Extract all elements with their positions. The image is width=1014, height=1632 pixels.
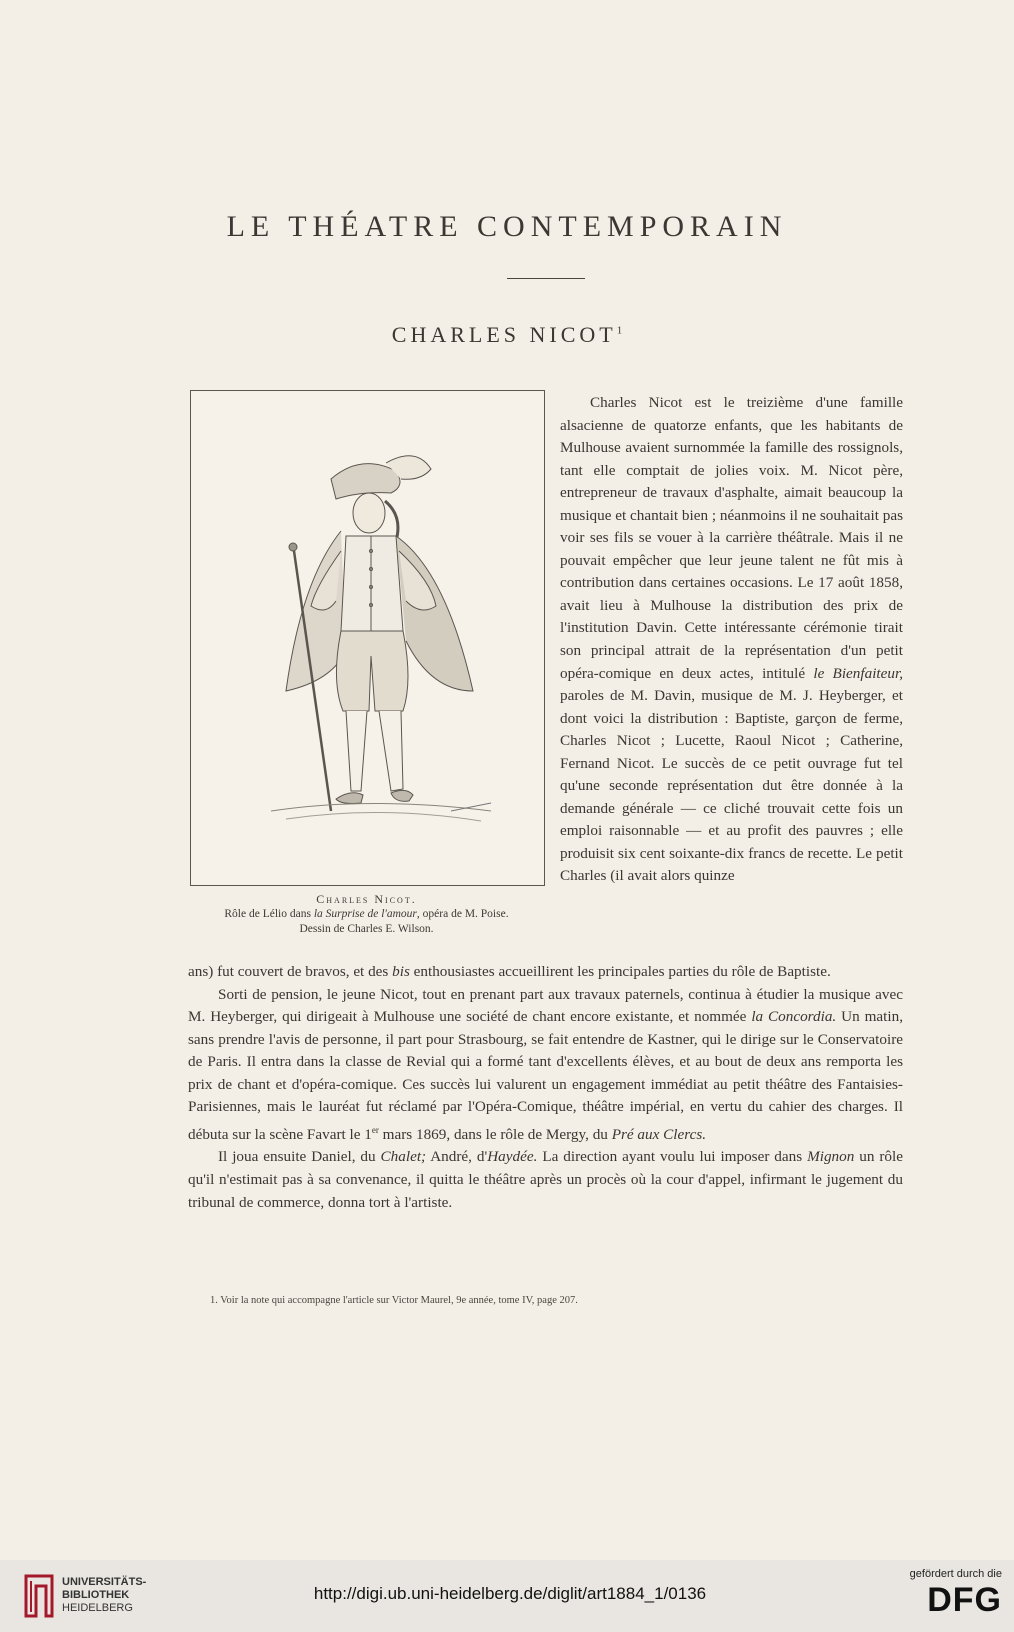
paragraph-1-title: le Bienfaiteur, <box>813 664 903 682</box>
caption-role-prefix: Rôle de Lélio dans <box>224 908 314 920</box>
library-name[interactable] <box>62 1576 146 1615</box>
funder-block[interactable] <box>910 1568 1002 1618</box>
funded-by-label: gefördert durch die <box>909 1568 1002 1580</box>
subtitle-footnote-mark: 1 <box>616 324 623 337</box>
paragraph-2-sup: er <box>371 1124 379 1135</box>
paragraph-1-bis: bis <box>392 963 410 980</box>
paragraph-1-part-a: Charles Nicot est le treizième d'une famille alsacienne de quatorze enfants, que les habitants de Mulhouse avaient surnommée la famille des rossignols, tant elle comptait de jolies voix. M. Nicot père, entrepreneur de travaux d'asphalte, aimait beaucoup la musique et chantait bien ; néanmoins il ne souhaitait pas voir ses fils se vouer à la carrière théâtrale. Mais il ne pouvait empêcher que leur jeune talent ne fût mis à contribution dans certaines occasions. Le 17 août 1858, avait lieu à Mulhouse la distribution des prix de l'institution Davin. Cette intéressante cérémonie tirait son principal attrait de la représentation d'un petit opéra-comique en deux actes, intitulé <box>560 394 903 682</box>
paragraph-1 <box>560 392 903 888</box>
engraving-of-costumed-singer-icon <box>191 391 544 885</box>
paragraph-2-part-b: Un matin, sans prendre l'avis de personne, il part pour Strasbourg, se fait entendre de Kastner, qui le dirige sur le Conservatoire de Paris. Il entra dans la classe de Revial qui a formé tant d'excellents élèves, et au bout de deux ans remporta les prix de chant et d'opéra-comique. Ces succès lui valurent un engagement immédiat au petit théâtre des Fantaisies-Parisiennes, mais le lauréat fut réclamé par l'Opéra-Comique, théâtre impérial, en vertu du cahier des charges. Il débuta sur la scène Favart le 1 <box>188 1008 903 1143</box>
main-title: LE THÉATRE CONTEMPORAIN <box>226 210 788 243</box>
paragraph-2-part-c: mars 1869, dans le rôle de Mergy, du <box>378 1125 612 1143</box>
paragraph-2-title-2: Pré aux Clercs. <box>611 1125 707 1143</box>
caption-credit: Dessin de Charles E. Wilson. <box>299 923 434 935</box>
dfg-logo-icon: DFG <box>927 1581 1002 1619</box>
full-width-text <box>188 961 903 1214</box>
paragraph-3 <box>188 1146 903 1214</box>
paragraph-3-title-1: Chalet; <box>380 1148 427 1166</box>
library-line-1: UNIVERSITÄTS- <box>62 1576 147 1588</box>
paragraph-1-continued <box>188 961 903 984</box>
library-line-2: BIBLIOTHEK <box>62 1589 130 1601</box>
caption-role-title: la Surprise de l'amour <box>313 908 417 920</box>
ub-heidelberg-logo-icon[interactable] <box>22 1572 56 1620</box>
viewer-footer <box>0 1560 1014 1632</box>
paragraph-1-part-b: paroles de M. Davin, musique de M. J. Heyberger, et dont voici la distribution : Baptiste, garçon de ferme, Charles Nicot ; Lucette, Raoul Nicot ; Catherine, Fernand Nicot. Le succès de ce petit ouvrage fut tel qu'une seconde représentation dut être donnée à la demande générale — ce cliché trouvait cette fois un emploi raisonnable — et au profit des pauvres ; elle produisit six cent soixante-dix francs de recette. Le petit Charles (il avait alors quinze <box>560 687 903 885</box>
paragraph-3-part-a: Il joua ensuite Daniel, du <box>218 1148 381 1166</box>
paragraph-2 <box>188 984 903 1147</box>
article-subtitle <box>0 322 1014 348</box>
caption-role <box>190 907 543 922</box>
illustration-caption <box>190 892 543 937</box>
caption-role-suffix: , opéra de M. Poise. <box>416 908 509 920</box>
paragraph-3-title-3: Mignon <box>807 1148 855 1166</box>
permalink-url[interactable]: http://digi.ub.uni-heidelberg.de/diglit/art1884_1/0136 <box>313 1584 707 1603</box>
column-text <box>560 392 903 888</box>
paragraph-3-part-d: un rôle qu'il n'estimait pas à sa convenance, il quitta le théâtre après un procès où la cour d'appel, infirmant le jugement du tribunal de commerce, donna tort à l'artiste. <box>188 1148 903 1211</box>
illustration-frame <box>190 390 545 886</box>
paragraph-3-part-c: La direction ayant voulu lui imposer dans <box>537 1148 808 1166</box>
library-line-3: HEIDELBERG <box>62 1602 133 1614</box>
caption-name: Charles Nicot. <box>316 892 417 906</box>
paragraph-1-cont-a: ans) fut couvert de bravos, et des <box>188 963 393 980</box>
paragraph-3-part-b: André, d' <box>426 1148 488 1166</box>
footnote: 1. Voir la note qui accompagne l'article sur Victor Maurel, 9e année, tome IV, page 207. <box>210 1295 578 1306</box>
paragraph-2-title: la Concordia. <box>751 1008 837 1026</box>
paragraph-3-title-2: Haydée. <box>487 1148 538 1166</box>
paragraph-2-part-a: Sorti de pension, le jeune Nicot, tout en prenant part aux travaux paternels, continua à étudier la musique avec M. Heyberger, qui dirigeait à Mulhouse une société de chant encore existante, et nommée <box>188 985 903 1026</box>
title-rule <box>507 278 585 279</box>
subtitle-text: CHARLES NICOT <box>391 322 617 347</box>
paragraph-1-cont-b: enthousiastes accueillirent les principales parties du rôle de Baptiste. <box>409 963 831 980</box>
